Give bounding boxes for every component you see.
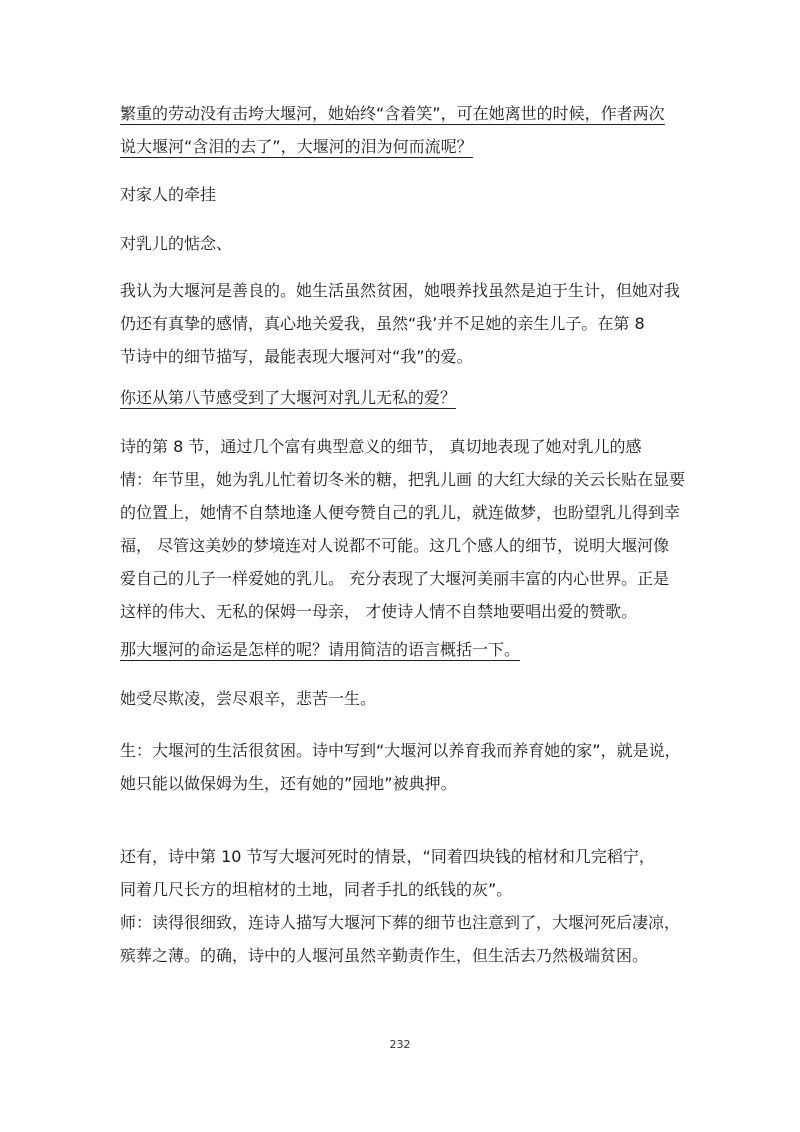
paragraph-line: 同着几尺长方的坦棺材的土地，同者手扎的纸钱的灰”。 — [120, 880, 513, 899]
paragraph-kindness — [120, 274, 695, 373]
question-line: 繁重的劳动没有击垮大堰河，她始终“含着笑”，可在她离世的时候，作者两次 — [120, 104, 665, 123]
answer-line: 对家人的牵挂 — [120, 185, 217, 204]
paragraph-line: 这样的伟大、无私的保姆一母亲， 才使诗人情不自禁地要唱出爱的赞歌。 — [120, 602, 638, 621]
answer-line: 对乳儿的惦念、 — [120, 234, 233, 253]
question-line: 那大堰河的命运是怎样的呢？请用简洁的语言概括一下。 — [120, 640, 521, 659]
paragraph-teacher — [120, 840, 695, 972]
paragraph-line: 诗的第 8 节，通过几个富有典型意义的细节， 真切地表现了她对乳儿的感 — [120, 437, 642, 456]
paragraph-line: 殡葬之薄。的确，诗中的人堰河虽然辛勤责作生，但生活去乃然极端贫困。 — [120, 946, 649, 965]
answer-line: 她受尽欺凌，尝尽艰辛，悲苦一生。 — [120, 689, 377, 708]
paragraph-line: 福， 尽管这美妙的梦境连对人说都不可能。这几个感人的细节，说明大堰河像 — [120, 536, 670, 555]
paragraph-section-eight — [120, 430, 695, 628]
paragraph-line: 的位置上，她情不自禁地逢人便夸赞自己的乳儿，就连做梦，也盼望乳儿得到幸 — [120, 503, 681, 522]
question-line: 说大堰河“含泪的去了”，大堰河的泪为何而流呢？ — [120, 137, 473, 156]
paragraph-line: 爱自己的儿子一样爱她的乳儿。 充分表现了大堰河美丽丰富的内心世界。正是 — [120, 569, 670, 588]
answer-fate — [120, 682, 695, 715]
question-section-eight — [120, 381, 695, 414]
paragraph-line: 情：年节里，她为乳儿忙着切冬米的糖，把乳儿画 的大红大绿的关云长贴在显要 — [120, 470, 686, 489]
paragraph-line: 生：大堰河的生活很贫困。诗中写到“大堰河以养育我而养育她的家”，就是说， — [120, 741, 681, 760]
paragraph-line: 她只能以做保姆为生，还有她的”园地”被典押。 — [120, 774, 457, 793]
paragraph-student — [120, 734, 695, 800]
question-line: 你还从第八节感受到了大堰河对乳儿无私的爱？ — [120, 388, 457, 407]
question-tears — [120, 97, 695, 163]
paragraph-line: 我认为大堰河是善良的。她生活虽然贫困，她喂养找虽然是迫于生计，但她对我 — [120, 281, 681, 300]
paragraph-line: 师：读得很细致，连诗人描写大堰河下葬的细节也注意到了，大堰河死后凄凉， — [120, 913, 681, 932]
paragraph-line: 节诗中的细节描写，最能表现大堰河对“我”的爱。 — [120, 347, 473, 366]
question-fate — [120, 633, 695, 666]
page-number: 232 — [389, 1038, 411, 1051]
answer-family — [120, 178, 695, 211]
paragraph-line: 还有，诗中第 10 节写大堰河死时的情景，“同着四块钱的棺材和几完稻宁， — [120, 847, 655, 866]
answer-nursling — [120, 227, 695, 260]
paragraph-line: 仍还有真挚的感情，真心地关爱我，虽然“我’并不足她的亲生儿子。在第 8 — [120, 314, 645, 333]
